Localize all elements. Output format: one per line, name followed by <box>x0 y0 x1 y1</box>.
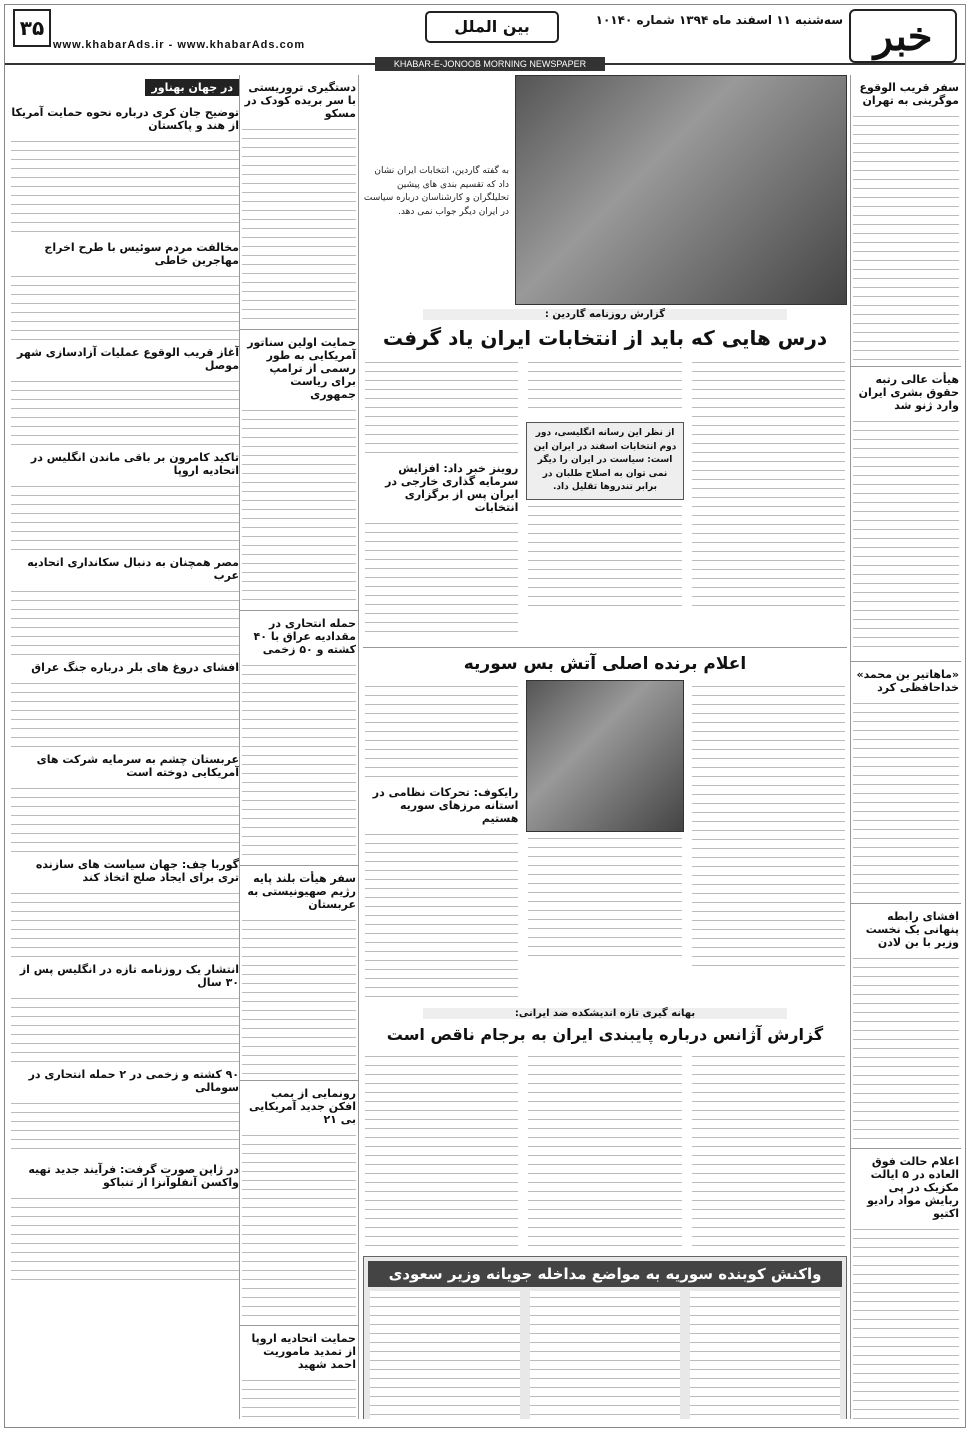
article-body <box>853 1223 959 1419</box>
article-body <box>11 887 239 957</box>
article-body <box>365 680 518 780</box>
election-photo <box>515 75 847 305</box>
article-body <box>692 680 845 970</box>
syria-headline[interactable]: اعلام برنده اصلی آتش بس سوریه <box>463 654 747 674</box>
divider <box>240 329 358 330</box>
divider <box>240 865 358 866</box>
left-column <box>9 75 241 1419</box>
article-body <box>11 1097 239 1157</box>
inline-headline[interactable]: رایکوف: تحرکات نظامی در استانه مرزهای سوریه هستیم <box>372 786 519 825</box>
mid-column <box>239 75 359 1419</box>
headline[interactable]: رونمایی از بمب افکن جدید آمریکایی بی ۲۱ <box>248 1087 356 1126</box>
divider <box>851 661 961 662</box>
article-body <box>853 952 959 1142</box>
headline[interactable]: آغاز قریب الوقوع عملیات آزادسازی شهر موصل <box>17 346 239 372</box>
article-body <box>11 135 239 235</box>
article-body <box>242 914 356 1074</box>
sub-kicker: بهانه گیری تازه اندیشکده ضد ایرانی: <box>423 1008 787 1019</box>
article-body <box>11 677 239 747</box>
article-body <box>365 1050 518 1250</box>
headline[interactable]: در ژاپن صورت گرفت: فرآیند جدید تهیه واکسن آنفلوآنزا از تنباکو <box>28 1163 239 1189</box>
iaea-headline[interactable]: گزارش آژانس درباره پایبندی ایران به برجام ناقص است <box>386 1025 824 1044</box>
article-body <box>853 697 959 897</box>
article-body <box>365 517 518 637</box>
headline[interactable]: تاکید کامرون بر باقی ماندن انگلیس در اتحادیه اروپا <box>30 451 239 477</box>
headline[interactable]: دستگیری تروریستی با سر بریده کودک در مسکو <box>244 81 356 120</box>
headline[interactable]: حمایت اولین سناتور آمریکایی به طور رسمی از ترامپ برای ریاست جمهوری <box>247 336 356 401</box>
page-number: ۳۵ <box>13 9 51 47</box>
saudi-article-box <box>363 1256 847 1419</box>
article-body <box>692 356 845 606</box>
divider <box>240 610 358 611</box>
kicker: گزارش روزنامه گاردین : <box>423 309 787 320</box>
article-body <box>11 375 239 445</box>
column-tag: در جهان بهناور <box>145 79 239 96</box>
divider <box>851 366 961 367</box>
iaea-article <box>363 1050 847 1256</box>
divider <box>851 903 961 904</box>
headline[interactable]: مخالفت مردم سوئیس با طرح اخراج مهاجرین خاطی <box>44 241 239 267</box>
headline[interactable]: گوربا چف: جهان سیاست های سازنده تری برای ایجاد صلح اتخاذ کند <box>35 858 239 884</box>
article-body <box>692 1050 845 1250</box>
divider <box>363 647 847 648</box>
headline[interactable]: توضیح جان کری درباره نحوه حمایت آمریکا از هند و پاکستان <box>11 106 239 132</box>
newspaper-page <box>4 4 966 1428</box>
article-body <box>528 1050 681 1250</box>
article-body <box>528 356 681 416</box>
headline[interactable]: انتشار یک روزنامه تازه در انگلیس پس از ۳۰ سال <box>19 963 239 989</box>
headline[interactable]: حمایت اتحادیه اروپا از تمدید ماموریت احمد شهید <box>251 1332 356 1371</box>
article-body <box>853 110 959 360</box>
inline-headline[interactable]: روینز خبر داد: افزایش سرمایه گذاری خارجی در ایران پس از برگزاری انتخابات <box>385 462 519 514</box>
article-body <box>528 832 681 962</box>
article-body <box>365 828 518 998</box>
headline[interactable]: مصر همچنان به دنبال سکانداری اتحادیه عرب <box>27 556 239 582</box>
headline[interactable]: افشای دروغ های بلر درباره جنگ عراق <box>31 661 239 674</box>
headline[interactable]: اعلام حالت فوق العاده در ۵ ایالت مکزیک در پی ربایش مواد رادیو اکتیو <box>867 1155 959 1220</box>
article-body <box>242 1129 356 1319</box>
article-body <box>11 1192 239 1282</box>
masthead <box>5 5 965 65</box>
headline[interactable]: حمله انتحاری در مقدادیه عراق با ۴۰ کشته و ۵۰ زخمی <box>253 617 356 656</box>
pull-quote: از نظر این رسانه انگلیسی، دور دوم انتخابات اسفند در ایران این است: سیاست در ایران را دیگر نمی توان به اصلاح طلبان در برابر تندروها تقلیل داد. <box>526 422 683 500</box>
syria-photo <box>526 680 683 832</box>
article-body <box>528 500 681 610</box>
headline[interactable]: ۹۰ کشته و زخمی در ۲ حمله انتحاری در سومالی <box>28 1068 239 1094</box>
lead-photo-block <box>363 75 847 305</box>
divider <box>851 1148 961 1149</box>
article-body <box>11 270 239 340</box>
article-body <box>11 782 239 852</box>
divider <box>240 1325 358 1326</box>
article-body <box>365 356 518 456</box>
saudi-article <box>368 1291 842 1419</box>
article-body <box>242 659 356 859</box>
article-body <box>11 992 239 1062</box>
headline[interactable]: عربستان چشم به سرمایه شرکت های آمریکایی دوخته است <box>36 753 239 779</box>
website-url[interactable]: www.khabarAds.ir - www.khabarAds.com <box>53 39 306 51</box>
article-body <box>853 415 959 655</box>
article-body <box>530 1291 680 1419</box>
article-body <box>370 1291 520 1419</box>
headline[interactable]: هیأت عالی رتبه حقوق بشری ایران وارد ژنو شد <box>858 373 959 412</box>
section-title: بین الملل <box>425 11 559 43</box>
divider <box>240 1080 358 1081</box>
masthead-subtitle: KHABAR-E-JONOOB MORNING NEWSPAPER <box>375 57 605 71</box>
photo-caption: به گفته گاردین، انتخابات ایران نشان داد که تقسیم بندی های پیشین تحلیلگران و کارشناسان درباره سیاست در ایران دیگر جواب نمی دهد. <box>363 166 509 217</box>
saudi-headline[interactable]: واکنش کوبنده سوریه به مواضع مداخله جویانه وزیر سعودی <box>368 1261 842 1287</box>
article-body <box>242 404 356 604</box>
center-column <box>363 75 847 1419</box>
headline[interactable]: سفر هیأت بلند پایه رژیم صهیونیستی به عربستان <box>247 872 356 911</box>
headline[interactable]: افشای رابطه پنهانی یک نخست وزیر با بن لادن <box>865 910 959 949</box>
article-body <box>11 585 239 655</box>
headline[interactable]: «ماهاتیر بن محمد» خداحافظی کرد <box>856 668 959 694</box>
right-column <box>850 75 961 1419</box>
article-body <box>242 123 356 323</box>
headline[interactable]: سفر قریب الوقوع موگرینی به تهران <box>859 81 959 107</box>
dateline: سه‌شنبه ۱۱ اسفند ماه ۱۳۹۴ شماره ۱۰۱۴۰ <box>595 13 843 27</box>
lead-article <box>363 356 847 643</box>
article-body <box>11 480 239 550</box>
syria-article <box>363 680 847 1004</box>
lead-headline[interactable]: درس هایی که باید از انتخابات ایران یاد گرفت <box>382 326 828 350</box>
article-body <box>690 1291 840 1419</box>
article-body <box>242 1374 356 1419</box>
newspaper-logo[interactable]: خبر <box>849 9 957 63</box>
